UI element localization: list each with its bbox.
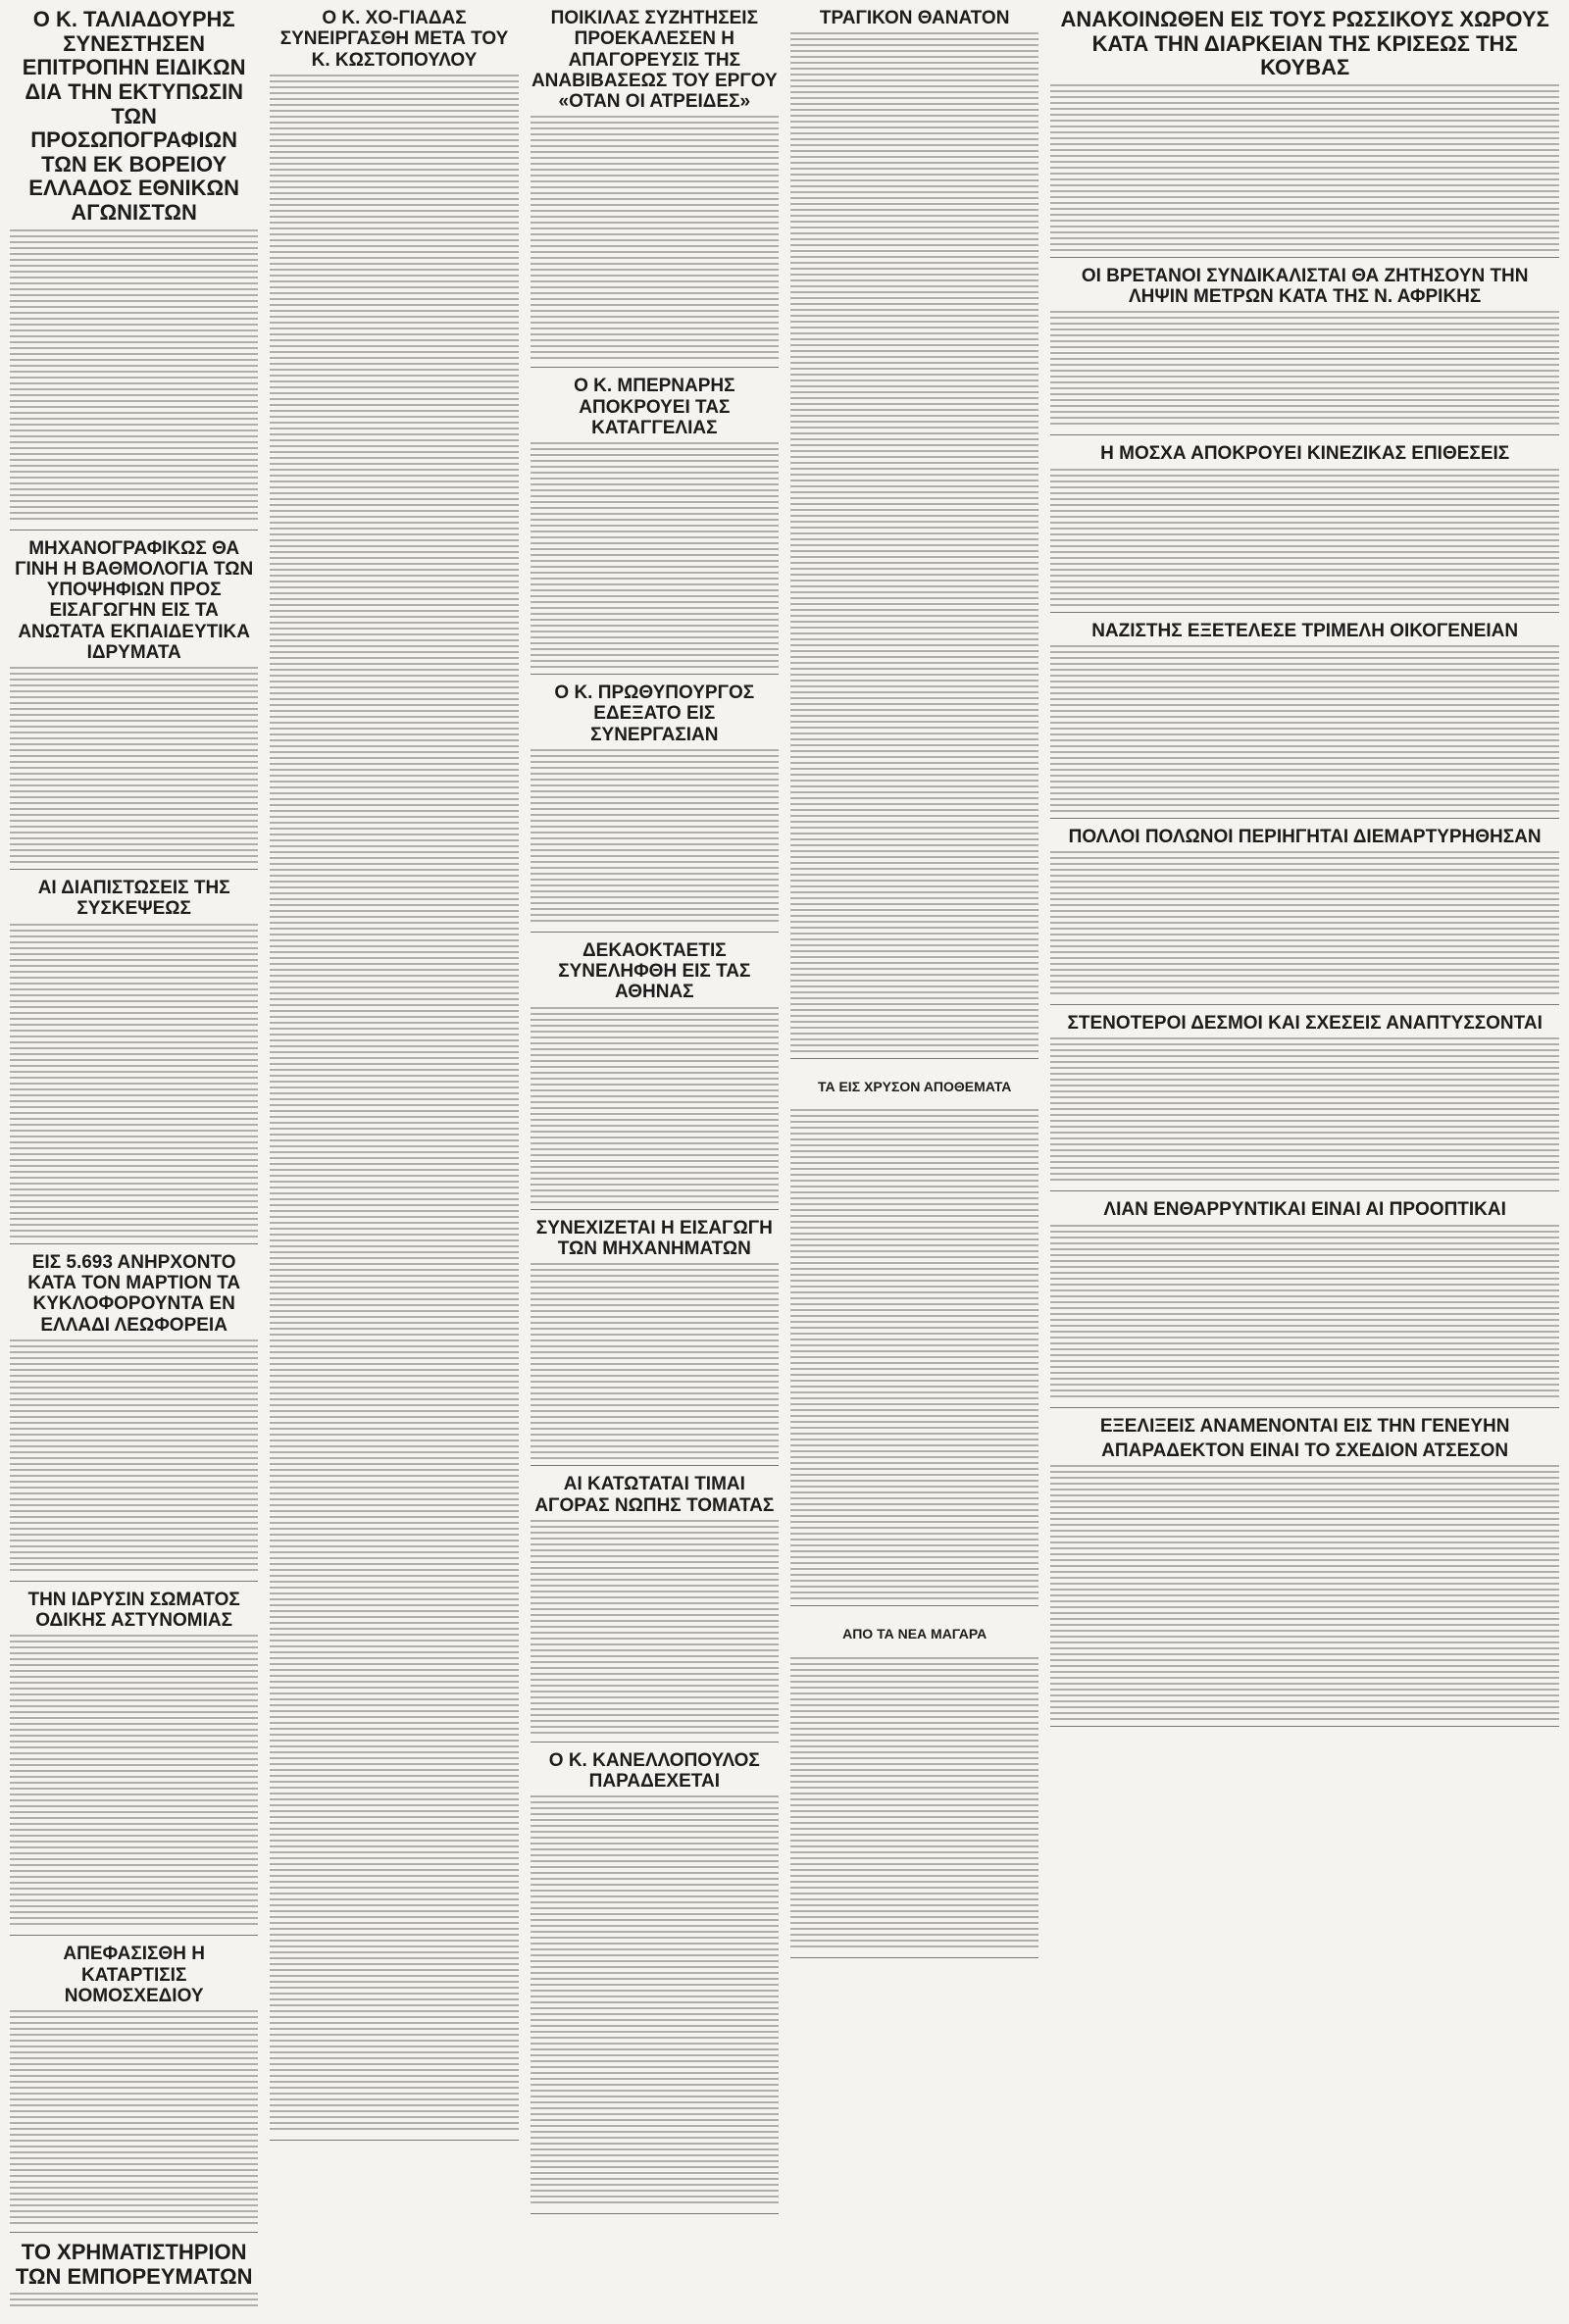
article bbox=[1050, 827, 1559, 1005]
article bbox=[531, 1750, 779, 2215]
article bbox=[10, 878, 258, 1244]
article-body bbox=[531, 442, 779, 668]
article bbox=[1050, 1199, 1559, 1407]
article bbox=[531, 682, 779, 933]
article bbox=[790, 8, 1038, 1059]
article bbox=[270, 8, 518, 2141]
subhead: ΑΠΟ ΤΑ ΝΕΑ ΜΑΓΑΡΑ bbox=[842, 1626, 987, 1642]
headline: Ο Κ. ΠΡΩΘΥΠΟΥΡΓΟΣ ΕΔΕΞΑΤΟ ΕΙΣ ΣΥΝΕΡΓΑΣΙΑΝ bbox=[554, 682, 755, 745]
headline: ΜΗΧΑΝΟΓΡΑΦΙΚΩΣ ΘΑ ΓΙΝΗ Η ΒΑΘΜΟΛΟΓΙΑ ΤΩΝ ΥΠΟΨΗΦΙΩΝ ΠΡΟΣ ΕΙΣΑΓΩΓΗΝ ΕΙΣ ΤΑ ΑΝΩΤΑΤΑ ΕΚΠΑΙΔΕΥΤΙΚΑ ΙΔΡΥΜΑΤΑ bbox=[15, 537, 254, 663]
article bbox=[531, 8, 779, 368]
headline: ΑΙ ΔΙΑΠΙΣΤΩΣΕΙΣ ΤΗΣ ΣΥΣΚΕΨΕΩΣ bbox=[37, 878, 230, 920]
article bbox=[10, 1944, 258, 2233]
article-body bbox=[10, 1635, 258, 1929]
article-body bbox=[531, 1007, 779, 1203]
article-body bbox=[1050, 311, 1559, 429]
column-3 bbox=[531, 8, 779, 2308]
article-body bbox=[10, 2293, 258, 2308]
headline: ΑΠΑΡΑΔΕΚΤΟΝ ΕΙΝΑΙ ΤΟ ΣΧΕΔΙΟΝ ΑΤΣΕΣΟΝ bbox=[1101, 1440, 1509, 1461]
article bbox=[10, 8, 258, 530]
headline: ΤΟ ΧΡΗΜΑΤΙΣΤΗΡΙΟΝ ΤΩΝ ΕΜΠΟΡΕΥΜΑΤΩΝ bbox=[15, 2240, 253, 2289]
article-body bbox=[531, 116, 779, 361]
headline: Ο Κ. ΧΟ-ΓΙΑΔΑΣ ΣΥΝΕΙΡΓΑΣΘΗ ΜΕΤΑ ΤΟΥ Κ. ΚΩΣΤΟΠΟΥΛΟΥ bbox=[279, 8, 509, 71]
article-body bbox=[531, 1795, 779, 2207]
subhead: ΤΑ ΕΙΣ ΧΡΥΣΟΝ ΑΠΟΘΕΜΑΤΑ bbox=[817, 1078, 1012, 1094]
article-body bbox=[10, 2010, 258, 2226]
article-body bbox=[10, 1339, 258, 1575]
article-body bbox=[1050, 1465, 1559, 1720]
article bbox=[1050, 8, 1559, 258]
article bbox=[790, 1614, 1038, 1957]
newspaper-page bbox=[10, 8, 1559, 2308]
article-body bbox=[10, 229, 258, 524]
article bbox=[10, 1252, 258, 1582]
article bbox=[531, 940, 779, 1210]
headline: ΤΗΝ ΙΔΡΥΣΙΝ ΣΩΜΑΤΟΣ ΟΔΙΚΗΣ ΑΣΤΥΝΟΜΙΑΣ bbox=[27, 1589, 240, 1632]
article-body bbox=[10, 667, 258, 863]
article-body bbox=[531, 749, 779, 926]
article-body bbox=[1050, 645, 1559, 812]
headline: ΤΡΑΓΙΚΟΝ ΘΑΝΑΤΟΝ bbox=[819, 8, 1010, 28]
article-body bbox=[1050, 469, 1559, 606]
article bbox=[531, 376, 779, 675]
headline: ΣΤΕΝΟΤΕΡΟΙ ΔΕΣΜΟΙ ΚΑΙ ΣΧΕΣΕΙΣ ΑΝΑΠΤΥΣΣΟΝΤΑΙ bbox=[1067, 1013, 1543, 1035]
article bbox=[790, 1067, 1038, 1606]
headline: ΠΟΙΚΙΛΑΣ ΣΥΖΗΤΗΣΕΙΣ ΠΡΟΕΚΑΛΕΣΕΝ Η ΑΠΑΓΟΡΕΥΣΙΣ ΤΗΣ ΑΝΑΒΙΒΑΣΕΩΣ ΤΟΥ ΕΡΓΟΥ «ΟΤΑΝ ΟΙ ΑΤΡΕΙΔΕΣ» bbox=[531, 8, 778, 113]
column-5-6 bbox=[1050, 8, 1559, 2308]
article bbox=[531, 1474, 779, 1743]
headline: ΣΥΝΕΧΙΖΕΤΑΙ Η ΕΙΣΑΓΩΓΗ ΤΩΝ ΜΗΧΑΝΗΜΑΤΩΝ bbox=[535, 1217, 773, 1259]
article-body bbox=[531, 1263, 779, 1459]
article-body bbox=[790, 1109, 1038, 1599]
article-body bbox=[1050, 1037, 1559, 1185]
column-1 bbox=[10, 8, 258, 2308]
article-body bbox=[1050, 851, 1559, 998]
headline: ΔΕΚΑΟΚΤΑΕΤΙΣ ΣΥΝΕΛΗΦΘΗ ΕΙΣ ΤΑΣ ΑΘΗΝΑΣ bbox=[558, 939, 751, 1003]
headline: ΑΠΕΦΑΣΙΣΘΗ Η ΚΑΤΑΡΤΙΣΙΣ ΝΟΜΟΣΧΕΔΙΟΥ bbox=[63, 1944, 205, 2006]
column-2 bbox=[270, 8, 518, 2308]
headline: ΕΙΣ 5.693 ΑΝΗΡΧΟΝΤΟ ΚΑΤΑ ΤΟΝ ΜΑΡΤΙΟΝ ΤΑ ΚΥΚΛΟΦΟΡΟΥΝΤΑ ΕΝ ΕΛΛΑΔΙ ΛΕΩΦΟΡΕΙΑ bbox=[27, 1251, 241, 1336]
article-body bbox=[790, 1657, 1038, 1951]
headline: Ο Κ. ΤΑΛΙΑΔΟΥΡΗΣ ΣΥΝΕΣΤΗΣΕΝ ΕΠΙΤΡΟΠΗΝ ΕΙΔΙΚΩΝ ΔΙΑ ΤΗΝ ΕΚΤΥΠΩΣΙΝ ΤΩΝ ΠΡΟΣΩΠΟΓΡΑΦΙΩΝ ΤΩΝ ΕΚ ΒΟΡΕΙΟΥ ΕΛΛΑΔΟΣ ΕΘΝΙΚΩΝ ΑΓΩΝΙΣΤΩΝ bbox=[22, 8, 246, 225]
article-body bbox=[1050, 84, 1559, 251]
headline: ΕΞΕΛΙΞΕΙΣ ΑΝΑΜΕΝΟΝΤΑΙ ΕΙΣ ΤΗΝ ΓΕΝΕΥΗΝ bbox=[1099, 1415, 1510, 1437]
headline: ΠΟΛΛΟΙ ΠΟΛΩΝΟΙ ΠΕΡΙΗΓΗΤΑΙ ΔΙΕΜΑΡΤΥΡΗΘΗΣΑΝ bbox=[1068, 826, 1542, 847]
article-body bbox=[790, 32, 1038, 1052]
headline: Ο Κ. ΜΠΕΡΝΑΡΗΣ ΑΠΟΚΡΟΥΕΙ ΤΑΣ ΚΑΤΑΓΓΕΛΙΑΣ bbox=[574, 376, 735, 438]
article bbox=[1050, 443, 1559, 612]
headline: ΛΙΑΝ ΕΝΘΑΡΡΥΝΤΙΚΑΙ ΕΙΝΑΙ ΑΙ ΠΡΟΟΠΤΙΚΑΙ bbox=[1103, 1199, 1506, 1221]
article bbox=[1050, 621, 1559, 819]
article bbox=[10, 538, 258, 871]
column-4 bbox=[790, 8, 1038, 2308]
headline: Η ΜΟΣΧΑ ΑΠΟΚΡΟΥΕΙ ΚΙΝΕΖΙΚΑΣ ΕΠΙΘΕΣΕΙΣ bbox=[1100, 443, 1510, 465]
headline: ΝΑΖΙΣΤΗΣ ΕΞΕΤΕΛΕΣΕ ΤΡΙΜΕΛΗ ΟΙΚΟΓΕΝΕΙΑΝ bbox=[1091, 620, 1519, 641]
article bbox=[1050, 1013, 1559, 1191]
headline: ΑΝΑΚΟΙΝΩΘΕΝ ΕΙΣ ΤΟΥΣ ΡΩΣΣΙΚΟΥΣ ΧΩΡΟΥΣ ΚΑΤΑ ΤΗΝ ΔΙΑΡΚΕΙΑΝ ΤΗΣ ΚΡΙΣΕΩΣ ΤΗΣ ΚΟΥΒΑΣ bbox=[1060, 8, 1549, 80]
headline: ΑΙ ΚΑΤΩΤΑΤΑΙ ΤΙΜΑΙ ΑΓΟΡΑΣ ΝΩΠΗΣ ΤΟΜΑΤΑΣ bbox=[534, 1474, 775, 1516]
article bbox=[10, 1590, 258, 1937]
article bbox=[1050, 1416, 1559, 1728]
article-body bbox=[270, 75, 518, 2134]
article-body bbox=[1050, 1225, 1559, 1401]
article bbox=[10, 2241, 258, 2308]
headline: ΟΙ ΒΡΕΤΑΝΟΙ ΣΥΝΔΙΚΑΛΙΣΤΑΙ ΘΑ ΖΗΤΗΣΟΥΝ ΤΗΝ ΛΗΨΙΝ ΜΕΤΡΩΝ ΚΑΤΑ ΤΗΣ Ν. ΑΦΡΙΚΗΣ bbox=[1081, 265, 1529, 308]
article-body bbox=[531, 1520, 779, 1736]
article bbox=[531, 1218, 779, 1467]
article bbox=[1050, 266, 1559, 436]
headline: Ο Κ. ΚΑΝΕΛΛΟΠΟΥΛΟΣ ΠΑΡΑΔΕΧΕΤΑΙ bbox=[548, 1749, 760, 1793]
article-body bbox=[10, 924, 258, 1238]
